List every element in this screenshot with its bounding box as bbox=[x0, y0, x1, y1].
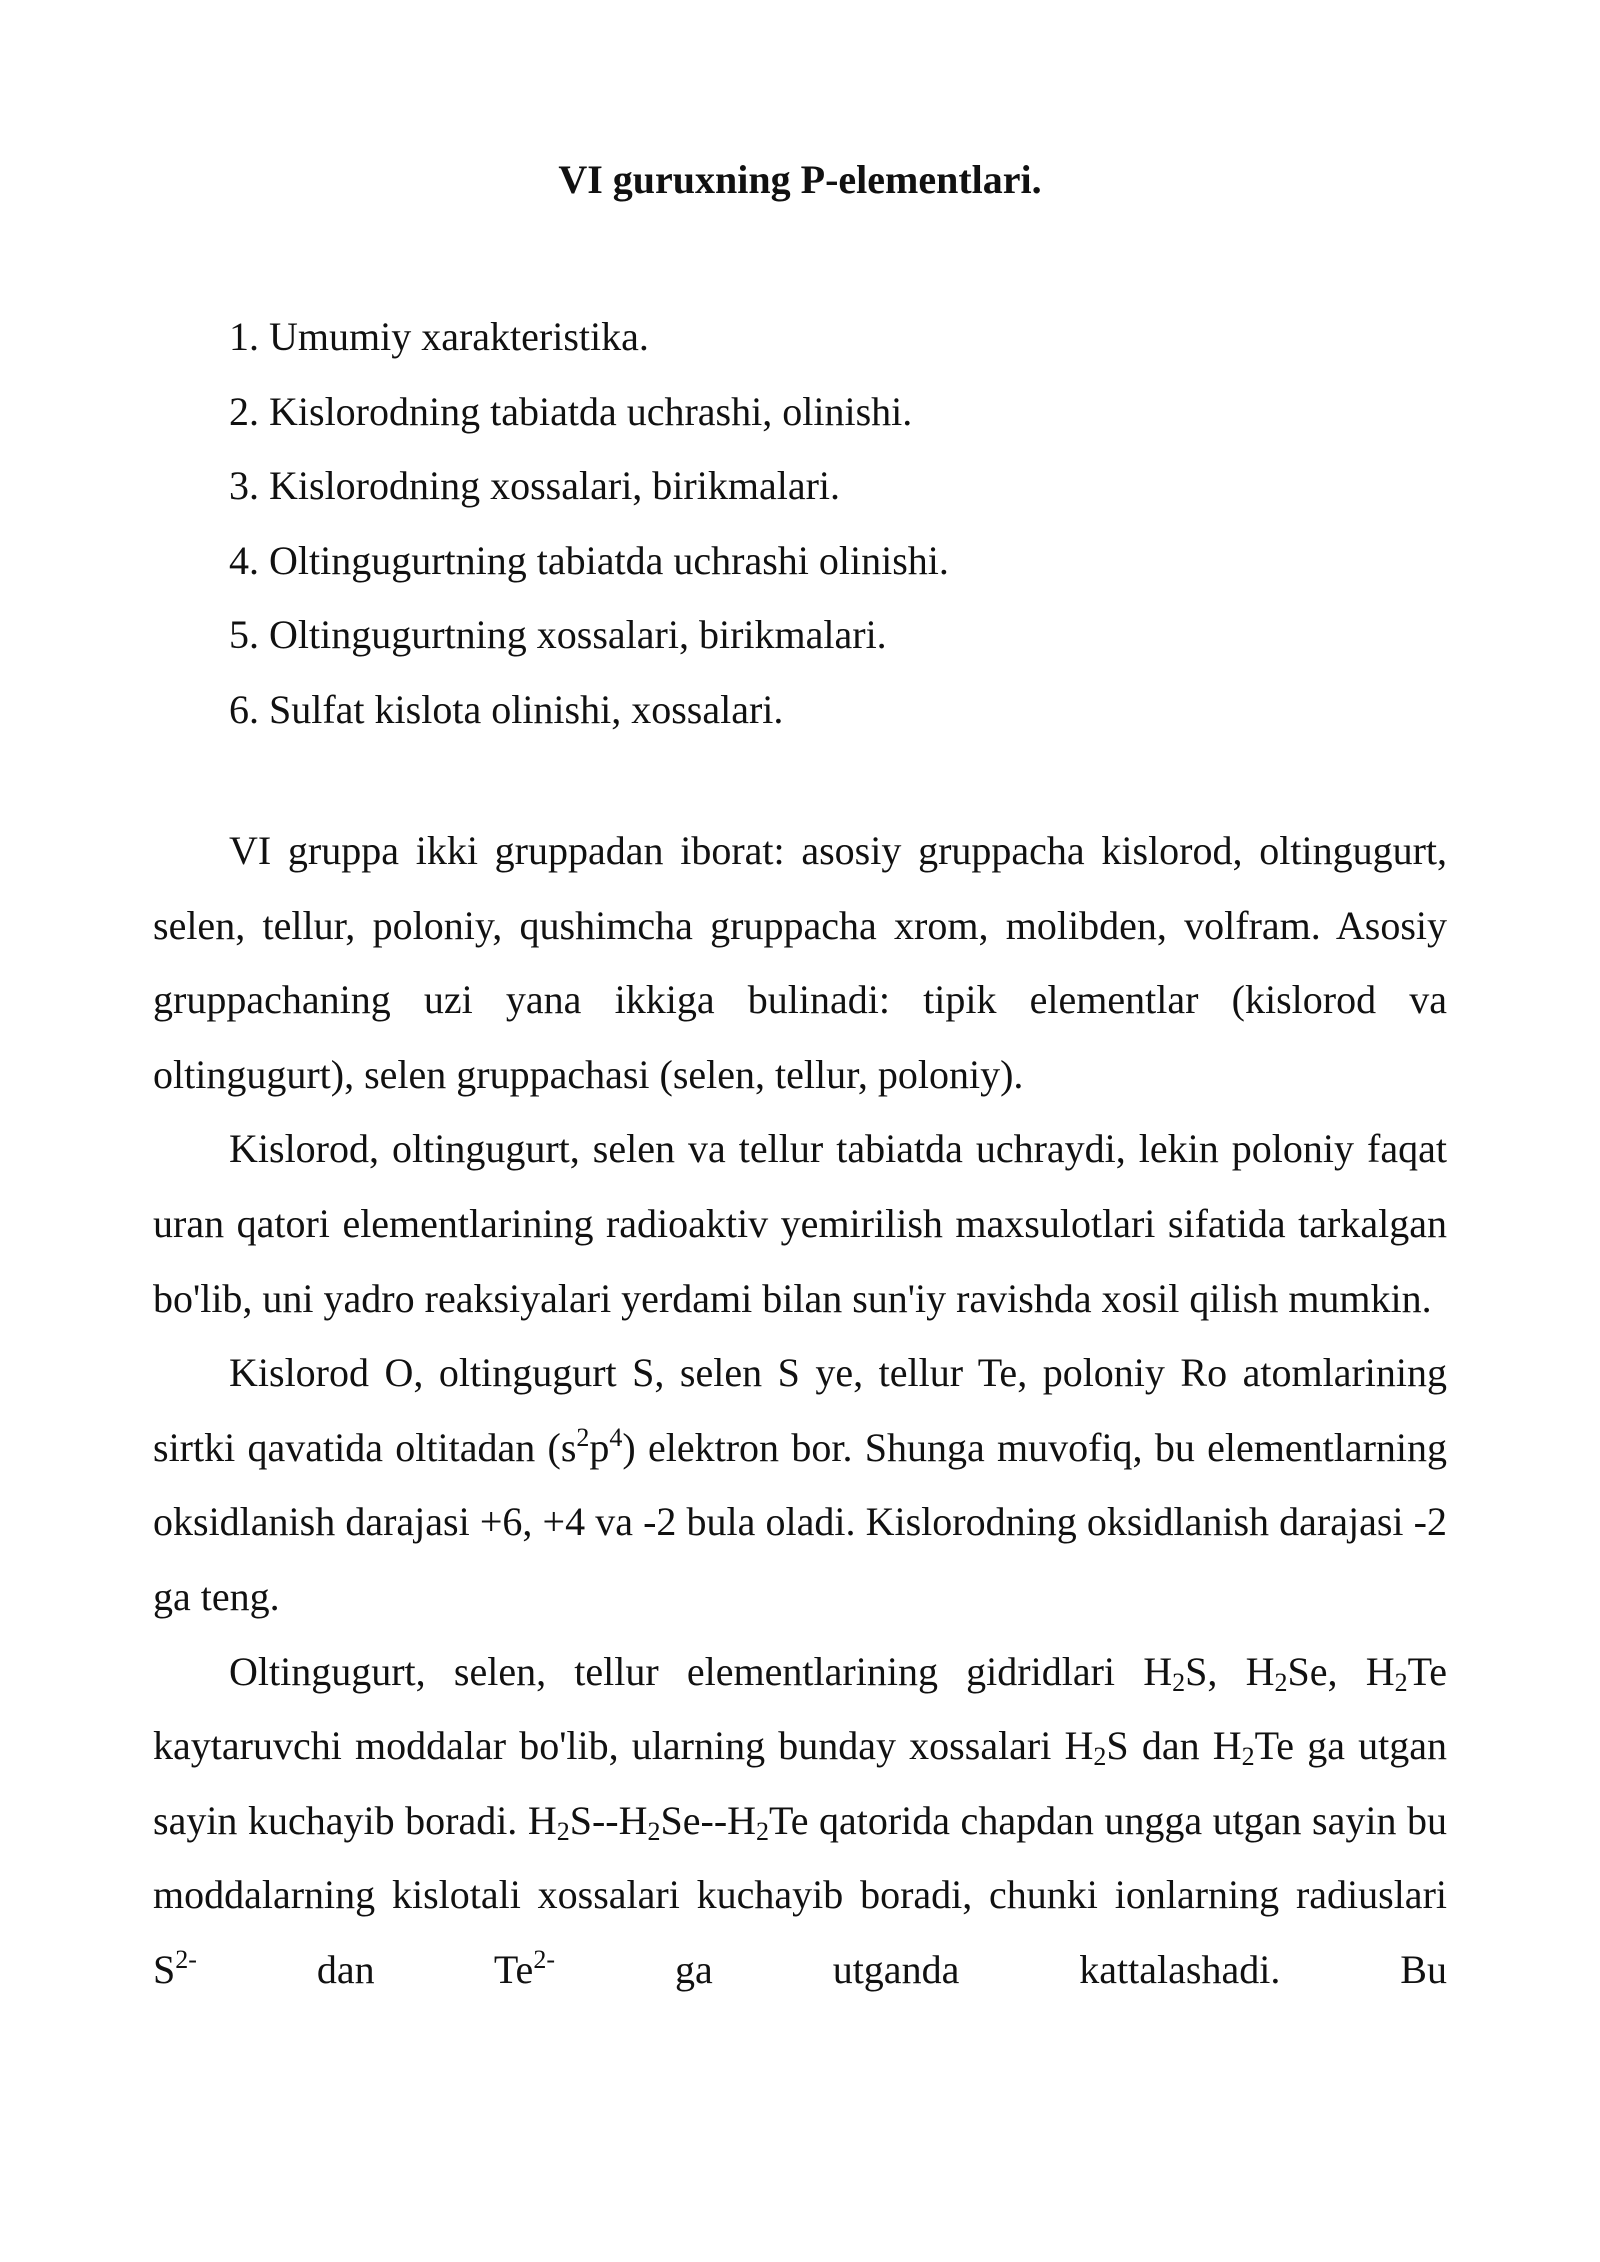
toc-item: 3. Kislorodning xossalari, birikmalari. bbox=[229, 463, 841, 508]
text-run: Te kaytaruvchi moddalar bo'lib, ularning bunday xossalari H bbox=[153, 1648, 1447, 1769]
text-run: Te ga utgan sayin kuchayib boradi. H bbox=[153, 1723, 1447, 1843]
toc-item: 4. Oltingugurtning tabiatda uchrashi olinishi. bbox=[229, 537, 949, 583]
text-run: Se--H bbox=[660, 1797, 757, 1843]
subscript: 2 bbox=[1274, 1667, 1288, 1697]
superscript: 4 bbox=[609, 1422, 623, 1452]
toc-item: 5. Oltingugurtning xossalari, birikmalari. bbox=[229, 612, 887, 657]
paragraph-electron-config bbox=[153, 1336, 1447, 1634]
paragraph-occurrence: Kislorod, oltingugurt, selen va tellur tabiatda uchraydi, lekin poloniy faqat uran qatori elementlarining radioaktiv yemirilish maxsulotlari sifatida tarkalgan bo'lib, uni yadro reaksiyalari yerdami bilan sun'iy ravishda xosil qilish mumkin. bbox=[153, 1126, 1447, 1321]
subscript: 2 bbox=[556, 1816, 570, 1846]
subscript: 2 bbox=[1394, 1667, 1408, 1697]
text-run: S--H bbox=[569, 1797, 648, 1843]
text-run: dan Te bbox=[196, 1946, 534, 1992]
text-run: Se, H bbox=[1287, 1648, 1395, 1694]
toc-item: 2. Kislorodning tabiatda uchrashi, olinishi. bbox=[229, 388, 913, 434]
superscript: 2 bbox=[576, 1422, 590, 1452]
subscript: 2 bbox=[1172, 1667, 1186, 1697]
subscript: 2 bbox=[647, 1816, 661, 1846]
subscript: 2 bbox=[1093, 1742, 1107, 1772]
text-run: S dan H bbox=[1106, 1723, 1242, 1769]
paragraph-group-overview: VI gruppa ikki gruppadan iborat: asosiy gruppacha kislorod, oltingugurt, selen, tellur, poloniy, qushimcha gruppacha xrom, molibden, volfram. Asosiy gruppachaning uzi yana ikkiga bulinadi: tipik elementlar (kislorod va oltingugurt), selen gruppachasi (selen, tellur, poloniy). bbox=[153, 828, 1447, 1097]
text-run: ) elektron bor. Shunga muvofiq, bu elementlarning oksidlanish darajasi +6, +4 va -2 bula oladi. Kislorodning oksidlanish darajasi -2 ga teng. bbox=[153, 1424, 1448, 1619]
paragraph-hydrides bbox=[153, 1635, 1447, 2008]
subscript: 2 bbox=[756, 1816, 770, 1846]
text-run: Oltingugurt, selen, tellur elementlarining gidridlari H bbox=[229, 1648, 1173, 1694]
toc-item: 6. Sulfat kislota olinishi, xossalari. bbox=[229, 686, 784, 732]
toc-item: 1. Umumiy xarakteristika. bbox=[229, 314, 649, 359]
text-run: ga utganda kattalashadi. Bu bbox=[554, 1946, 1447, 1992]
superscript: 2- bbox=[533, 1944, 555, 1974]
text-run: Kislorod O, oltingugurt S, selen S ye, tellur Te, poloniy Ro atomlarining sirtki qavatida oltitadan (s bbox=[153, 1350, 1447, 1470]
subscript: 2 bbox=[1241, 1742, 1255, 1772]
table-of-contents bbox=[229, 300, 1429, 747]
superscript: 2- bbox=[175, 1944, 197, 1974]
body-text bbox=[153, 814, 1447, 2008]
text-run: S, H bbox=[1185, 1648, 1275, 1694]
text-run: Te qatorida chapdan ungga utgan sayin bu moddalarning kislotali xossalari kuchayib boradi, chunki ionlarning radiuslari S bbox=[153, 1797, 1447, 1992]
text-run: p bbox=[589, 1424, 610, 1470]
page-title: VI guruxning P-elementlari. bbox=[558, 157, 1042, 202]
